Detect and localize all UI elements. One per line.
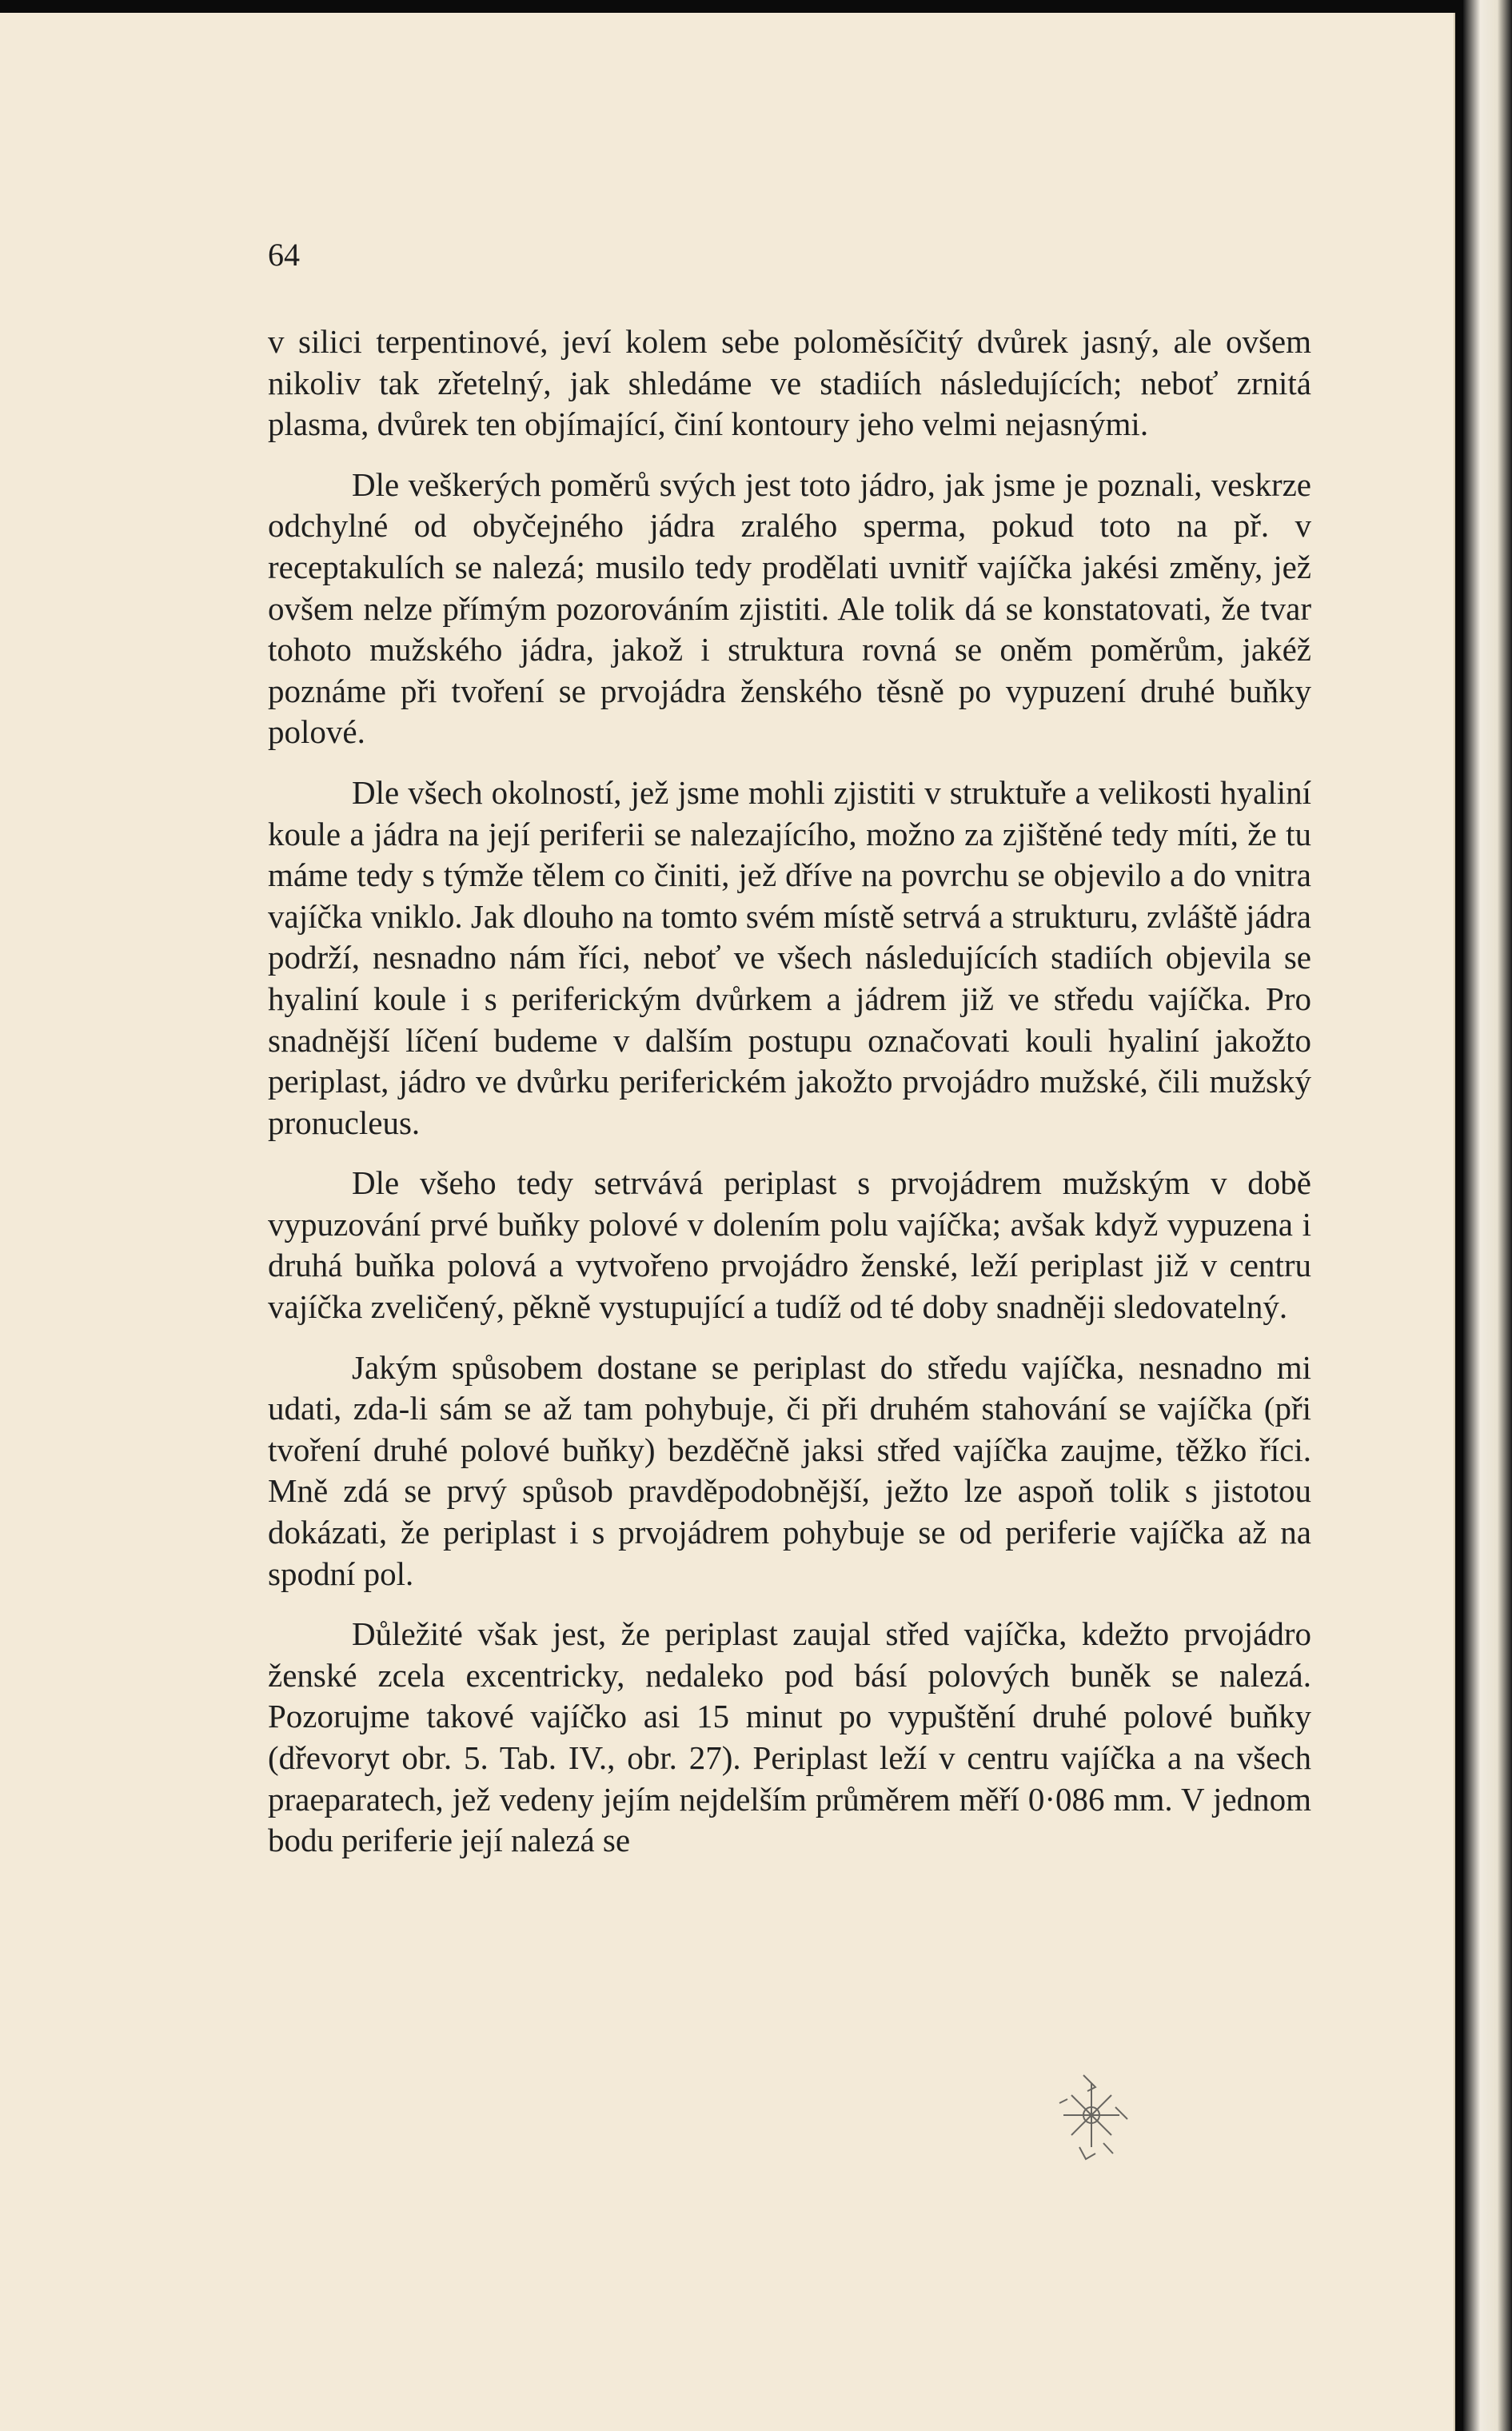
paragraph: Důležité však jest, že periplast zaujal střed vajíčka, kdežto prvojádro ženské zcela excentricky, nedaleko pod básí polových buněk se nalezá. Pozorujme takové vajíčko asi 15 minut po vypuštění druhé polové buňky (dřevoryt obr. 5. Tab. IV., obr. 27). Periplast leží v centru vajíčka a na všech praeparatech, jež vedeny jejím nejdelším průměrem měří 0·086 mm. V jednom bodu periferie její nalezá se [268, 1615, 1311, 1859]
page-number: 64 [268, 237, 300, 273]
body-text [268, 321, 1311, 1881]
paragraph: v silici terpentinové, jeví kolem sebe poloměsíčitý dvůrek jasný, ale ovšem nikoliv tak zřetelný, jak shledáme ve stadiích následujících; neboť zrnitá plasma, dvůrek ten objímající, činí kontoury jeho velmi nejasnými. [268, 323, 1311, 443]
library-stamp-mark [1039, 2059, 1143, 2171]
paragraph: Dle veškerých poměrů svých jest toto jádro, jak jsme je poznali, veskrze odchylné od obyčejného jádra zralého sperma, pokud toto na př. v receptakulích se nalezá; musilo tedy prodělati uvnitř vajíčka jakési změny, jež ovšem nelze přímým pozorováním zjistiti. Ale tolik dá se konstatovati, že tvar tohoto mužského jádra, jakož i struktura rovná se oněm poměrům, jakéž poznáme při tvoření se prvojádra ženského těsně po vypuzení druhé buňky polové. [268, 465, 1311, 751]
paragraph: Jakým spůsobem dostane se periplast do středu vajíčka, nesnadno mi udati, zda-li sám se až tam pohybuje, či při druhém stahování se vajíčka (při tvoření druhé polové buňky) bezděčně jaksi střed vajíčka zaujme, těžko říci. Mně zdá se prvý spůsob pravděpodobnější, ježto lze aspoň tolik s jistotou dokázati, že periplast i s prvojádrem pohybuje se od periferie vajíčka až na spodní pol. [268, 1348, 1311, 1592]
binding-edge [1463, 0, 1512, 2431]
paragraph: Dle všeho tedy setrvává periplast s prvojádrem mužským v době vypuzování prvé buňky polové v dolením polu vajíčka; avšak když vypuzena i druhá buňka polová a vytvořeno prvojádro ženské, leží periplast již v centru vajíčka zveličený, pěkně vystupující a tudíž od té doby snadněji sledovatelný. [268, 1164, 1311, 1326]
paragraph: Dle všech okolností, jež jsme mohli zjistiti v struktuře a velikosti hyaliní koule a jádra na její periferii se nalezajícího, možno za zjištěné tedy míti, že tu máme tedy s týmže tělem co činiti, jež dříve na povrchu se objevilo a do vnitra vajíčka vniklo. Jak dlouho na tomto svém místě setrvá a strukturu, zvláště jádra podrží, nesnadno nám říci, neboť ve všech následujících stadiích objevila se hyaliní koule i s periferickým dvůrkem a jádrem již ve středu vajíčka. Pro snadnější líčení budeme v dalším postupu označovati kouli hyaliní jakožto periplast, jádro ve dvůrku periferickém jakožto prvojádro mužské, čili mužský pronucleus. [268, 773, 1311, 1141]
